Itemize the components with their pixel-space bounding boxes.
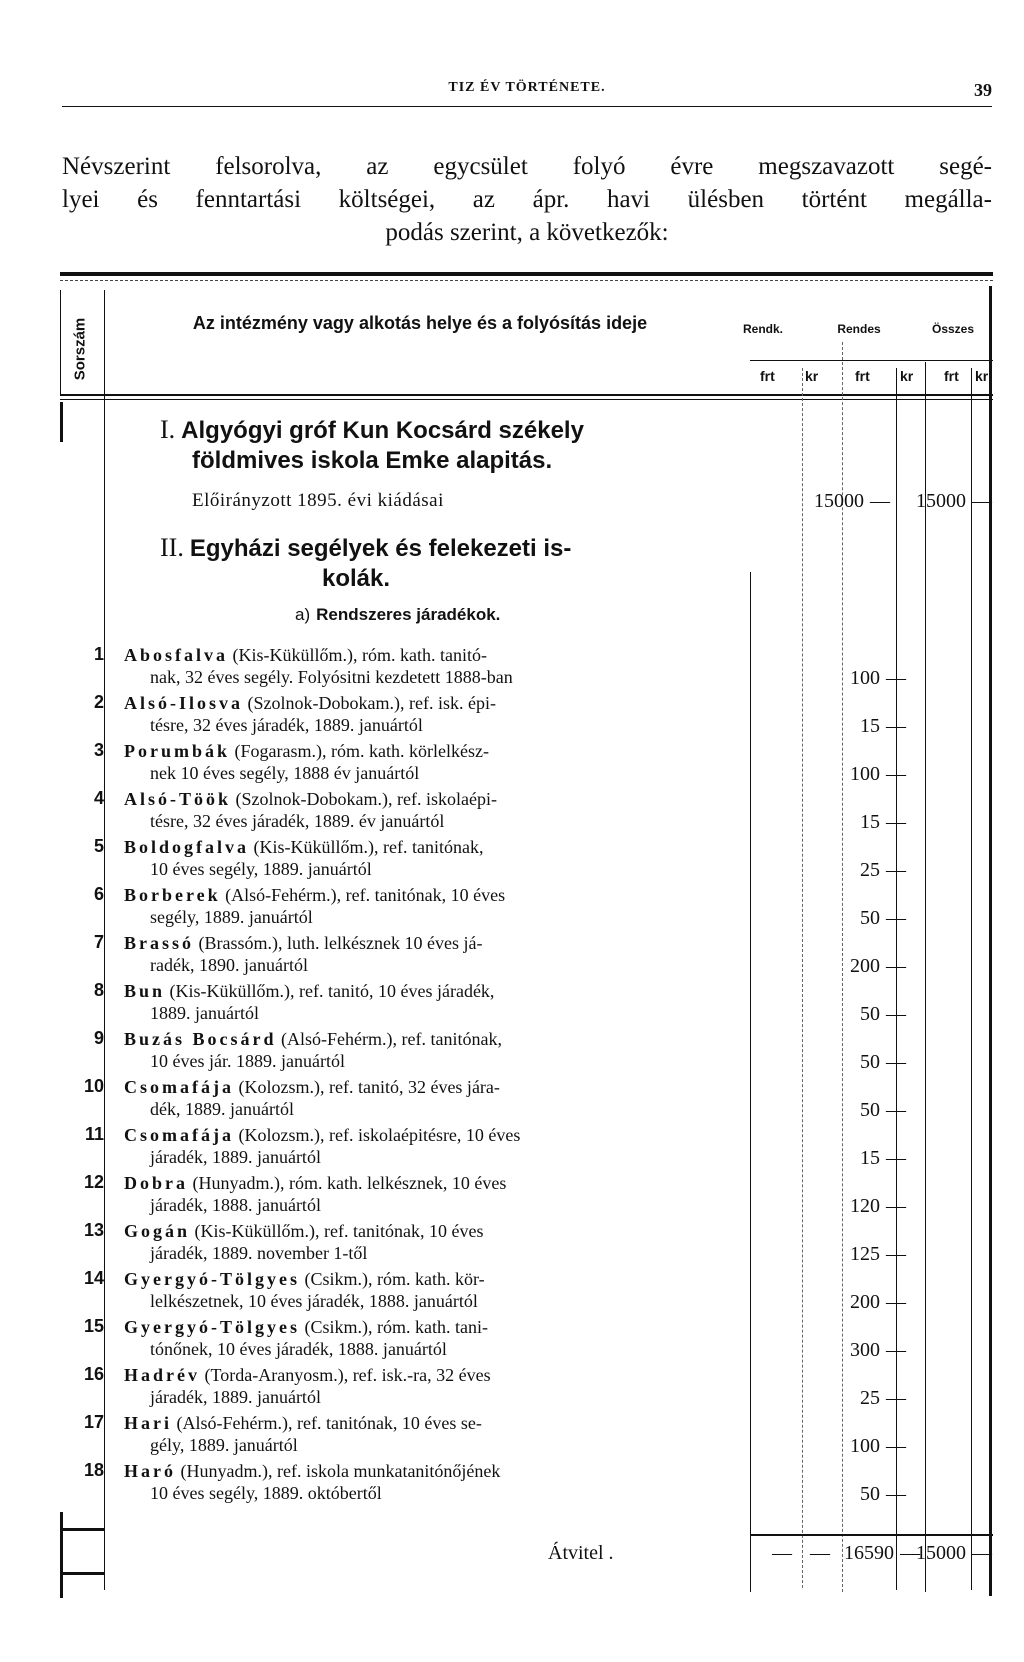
row-place: Csomafája: [124, 1125, 234, 1145]
row-line-1: [124, 1172, 744, 1194]
row-line-2: járadék, 1889. november 1-től: [150, 1243, 368, 1263]
row-number: 10: [83, 1076, 104, 1096]
row-description: [124, 884, 744, 928]
row-amount: 15: [860, 1147, 880, 1169]
row-line-1-text: (Alsó-Fehérm.), ref. tanitónak, 10 éves: [225, 885, 506, 905]
row-description: [124, 1268, 744, 1312]
row-line-1-text: (Hunyadm.), ref. iskola munkatanitónőjének: [180, 1461, 501, 1481]
row-place: Haró: [124, 1461, 176, 1481]
row-line-1-text: (Hunyadm.), róm. kath. lelkésznek, 10 éves: [192, 1173, 507, 1193]
row-kr: —: [886, 1195, 906, 1217]
row-line-1: [124, 1268, 744, 1290]
rendes-header: Rendes: [837, 322, 881, 336]
row-line-1: [124, 1460, 744, 1482]
intro-l2-word: költségei,: [338, 186, 436, 213]
row-line-1: [124, 1316, 744, 1338]
row-line-2: 10 éves jár. 1889. januártól: [150, 1051, 345, 1071]
row-line-1-text: (Csikm.), róm. kath. tani-: [304, 1317, 488, 1337]
row-place: Borberek: [124, 885, 221, 905]
row-amount: 300: [850, 1339, 880, 1361]
row-line-1: [124, 1076, 744, 1098]
intro-l2-word: és: [137, 186, 158, 213]
row-number: 2: [93, 692, 104, 712]
unit-frt-2: frt: [855, 368, 870, 384]
allowance-table: [60, 272, 993, 1597]
row-kr: —: [886, 859, 906, 881]
row-amount: 100: [850, 763, 880, 785]
row-description: [124, 1364, 744, 1408]
intro-l2-word: az: [472, 186, 495, 213]
carry-bottom-left-rule: [60, 1572, 104, 1575]
row-amount: 50: [860, 1099, 880, 1121]
row-description: [124, 788, 744, 832]
row-number: 15: [83, 1316, 104, 1336]
row-line-1: [124, 1220, 744, 1242]
row-kr: —: [886, 907, 906, 929]
row-amount: 15: [860, 811, 880, 833]
row-amount: 120: [850, 1195, 880, 1217]
row-place: Alsó-Ilosva: [124, 693, 244, 713]
carry-label: Átvitel .: [548, 1542, 614, 1564]
row-kr: —: [886, 955, 906, 977]
intro-line-1: [62, 150, 992, 183]
row-line-2: radék, 1890. januártól: [150, 955, 308, 975]
row-place: Gogán: [124, 1221, 191, 1241]
row-place: Bun: [124, 981, 166, 1001]
section-1-osszes-kr: —: [972, 490, 992, 512]
intro-l1-word: segé-: [939, 153, 992, 180]
row-place: Gyergyó-Tölgyes: [124, 1269, 300, 1289]
row-number: 6: [93, 884, 104, 904]
row-place: Abosfalva: [124, 645, 229, 665]
row-line-1: [124, 740, 744, 762]
row-amount: 200: [850, 1291, 880, 1313]
section-1-rendes-kr: —: [870, 490, 890, 512]
row-line-1: [124, 980, 744, 1002]
row-line-1-text: (Kis-Küküllőm.), ref. tanitó, 10 éves járadék,: [169, 981, 495, 1001]
intro-line-3: podás szerint, a következők:: [385, 219, 669, 246]
row-amount: 25: [860, 1387, 880, 1409]
left-margin-mark-bottom: [60, 1512, 63, 1598]
section-2-subheader: a) Rendszeres járadékok.: [295, 605, 501, 624]
row-line-1: [124, 788, 744, 810]
row-number: 1: [93, 644, 104, 664]
row-number: 3: [93, 740, 104, 760]
row-line-1: [124, 644, 744, 666]
row-number: 13: [83, 1220, 104, 1240]
unit-kr-1: kr: [805, 368, 819, 384]
row-line-1-text: (Kis-Küküllőm.), róm. kath. tanitó-: [232, 645, 487, 665]
row-amount: 50: [860, 1003, 880, 1025]
row-description: [124, 1028, 744, 1072]
row-kr: —: [886, 1147, 906, 1169]
row-amount: 25: [860, 859, 880, 881]
intro-l2-word: fenntartási: [195, 186, 302, 213]
section-1-rendes-amount: 15000: [814, 490, 864, 512]
row-line-2: járadék, 1889. januártól: [150, 1147, 321, 1167]
row-line-1-text: (Szolnok-Dobokam.), ref. isk. épi-: [247, 693, 496, 713]
row-description: [124, 932, 744, 976]
row-description: [124, 692, 744, 736]
row-number: 9: [93, 1028, 104, 1048]
intro-l1-word: folyó: [572, 153, 626, 180]
row-kr: —: [886, 763, 906, 785]
row-line-2: 1889. januártól: [150, 1003, 259, 1023]
table-row: [60, 1460, 993, 1518]
section-1-budget-label: Előirányzott 1895. évi kiádásai: [192, 490, 444, 511]
row-line-1-text: (Alsó-Fehérm.), ref. tanitónak,: [281, 1029, 502, 1049]
row-amount: 200: [850, 955, 880, 977]
section-1-title-line-2: földmives iskola Emke alapitás.: [192, 447, 553, 474]
row-number: 12: [83, 1172, 104, 1192]
row-place: Porumbák: [124, 741, 231, 761]
row-number: 16: [83, 1364, 104, 1384]
row-line-1-text: (Alsó-Fehérm.), ref. tanitónak, 10 éves se-: [176, 1413, 482, 1433]
unit-rule: [750, 360, 993, 361]
row-place: Csomafája: [124, 1077, 234, 1097]
section-2-title-line-2: kolák.: [322, 565, 391, 592]
running-title: TIZ ÉV TÖRTÉNETE.: [448, 80, 606, 95]
intro-l2-word: ápr.: [532, 186, 570, 213]
row-line-2: tésre, 32 éves járadék, 1889. januártól: [150, 715, 423, 735]
row-kr: —: [886, 1051, 906, 1073]
row-number: 11: [84, 1124, 104, 1144]
carry-rendes-amount: 16590: [844, 1542, 894, 1564]
row-line-1-text: (Szolnok-Dobokam.), ref. iskolaépi-: [235, 789, 497, 809]
row-place: Buzás Bocsárd: [124, 1029, 277, 1049]
row-line-1: [124, 692, 744, 714]
row-line-2: járadék, 1889. januártól: [150, 1387, 321, 1407]
row-line-1-text: (Kis-Küküllőm.), ref. tanitónak,: [253, 837, 484, 857]
unit-frt-3: frt: [944, 368, 959, 384]
row-kr: —: [886, 811, 906, 833]
row-kr: —: [886, 1099, 906, 1121]
row-place: Hari: [124, 1413, 172, 1433]
intro-l2-word: havi: [607, 186, 651, 213]
row-description: [124, 1412, 744, 1456]
row-line-2: 10 éves segély, 1889. januártól: [150, 859, 372, 879]
row-amount: 50: [860, 907, 880, 929]
intro-l2-word: megálla-: [904, 186, 992, 213]
intro-l1-word: Névszerint: [62, 153, 171, 180]
row-line-2: 10 éves segély, 1889. októbertől: [150, 1483, 382, 1503]
section-1-osszes-amount: 15000: [916, 490, 966, 512]
row-kr: —: [886, 667, 906, 689]
row-kr: —: [886, 1387, 906, 1409]
intro-l1-word: felsorolva,: [215, 153, 322, 180]
row-place: Gyergyó-Tölgyes: [124, 1317, 300, 1337]
running-header: [62, 80, 992, 110]
row-line-2: nak, 32 éves segély. Folyósitni kezdetett 1888-ban: [150, 667, 513, 687]
row-line-1: [124, 932, 744, 954]
row-amount: 125: [850, 1243, 880, 1265]
sorszam-header: Sorszám: [71, 317, 89, 381]
row-line-1: [124, 836, 744, 858]
intro-l2-word: történt: [801, 186, 867, 213]
intro-l1-word: évre: [670, 153, 714, 180]
row-line-2: nek 10 éves segély, 1888 év januártól: [150, 763, 420, 783]
description-header: Az intézmény vagy alkotás helye és a folyósítás ideje: [192, 313, 648, 333]
row-number: 18: [83, 1460, 104, 1480]
row-line-1-text: (Csikm.), róm. kath. kör-: [304, 1269, 485, 1289]
row-kr: —: [886, 1435, 906, 1457]
rendk-header: Rendk.: [742, 322, 783, 336]
row-description: [124, 836, 744, 880]
row-kr: —: [886, 1243, 906, 1265]
intro-l2-word: lyei: [62, 186, 100, 213]
row-place: Brassó: [124, 933, 195, 953]
row-number: 7: [93, 932, 104, 952]
header-rule: [62, 106, 992, 107]
row-description: [124, 1172, 744, 1216]
unit-frt-1: frt: [760, 368, 775, 384]
row-line-2: tésre, 32 éves járadék, 1889. év januártól: [150, 811, 445, 831]
row-line-1-text: (Kis-Küküllőm.), ref. tanitónak, 10 éves: [194, 1221, 484, 1241]
row-number: 8: [93, 980, 104, 1000]
row-amount: 100: [850, 667, 880, 689]
unit-kr-2: kr: [900, 368, 914, 384]
carry-osszes-amount: 15000: [916, 1542, 966, 1564]
row-place: Alsó-Töök: [124, 789, 232, 809]
row-amount: 50: [860, 1051, 880, 1073]
row-line-2: tónőnek, 10 éves járadék, 1888. januártól: [150, 1339, 447, 1359]
row-line-1-text: (Kolozsm.), ref. iskolaépitésre, 10 éves: [238, 1125, 521, 1145]
row-line-2: lelkészetnek, 10 éves járadék, 1888. januártól: [150, 1291, 478, 1311]
header-bottom-rule-2: [60, 399, 993, 400]
row-kr: —: [886, 715, 906, 737]
section-2-title: II. Egyházi segélyek és felekezeti is-: [160, 533, 572, 562]
carry-rendk-kr: —: [810, 1542, 830, 1564]
intro-line-2: [62, 183, 992, 216]
row-description: [124, 644, 744, 688]
row-amount: 100: [850, 1435, 880, 1457]
row-place: Boldogfalva: [124, 837, 250, 857]
row-line-2: segély, 1889. januártól: [150, 907, 313, 927]
row-description: [124, 1124, 744, 1168]
row-number: 5: [93, 836, 104, 856]
left-margin-mark: [60, 402, 63, 442]
row-line-2: dék, 1889. januártól: [150, 1099, 294, 1119]
page-number: 39: [974, 80, 992, 100]
carry-top-rule: [750, 1534, 993, 1536]
row-line-1: [124, 1412, 744, 1434]
carry-left-rule: [60, 1528, 104, 1531]
row-line-1: [124, 1124, 744, 1146]
intro-l1-word: egycsület: [433, 153, 528, 180]
row-place: Dobra: [124, 1173, 188, 1193]
row-number: 14: [83, 1268, 104, 1288]
row-kr: —: [886, 1003, 906, 1025]
row-description: [124, 740, 744, 784]
row-kr: —: [886, 1483, 906, 1505]
row-line-2: gély, 1889. januártól: [150, 1435, 298, 1455]
row-description: [124, 1220, 744, 1264]
row-description: [124, 980, 744, 1024]
row-line-1-text: (Brassóm.), luth. lelkésznek 10 éves já-: [198, 933, 483, 953]
row-place: Hadrév: [124, 1365, 200, 1385]
row-line-1-text: (Kolozsm.), ref. tanitó, 32 éves jára-: [238, 1077, 500, 1097]
row-number: 4: [93, 788, 104, 808]
intro-l1-word: megszavazott: [758, 153, 895, 180]
row-line-1-text: (Torda-Aranyosm.), ref. isk.-ra, 32 éves: [204, 1365, 491, 1385]
intro-l1-word: az: [366, 153, 389, 180]
row-kr: —: [886, 1339, 906, 1361]
row-line-1: [124, 1364, 744, 1386]
row-description: [124, 1316, 744, 1360]
table-left-border: [60, 290, 61, 396]
row-line-1: [124, 1028, 744, 1050]
intro-l2-word: ülésben: [687, 186, 765, 213]
row-amount: 15: [860, 715, 880, 737]
carry-rendes-kr: —: [900, 1542, 920, 1564]
carry-rendk: —: [772, 1542, 792, 1564]
row-description: [124, 1076, 744, 1120]
row-amount: 50: [860, 1483, 880, 1505]
row-line-1-text: (Fogarasm.), róm. kath. körlelkész-: [234, 741, 489, 761]
header-bottom-rule: [60, 394, 993, 396]
osszes-header: Összes: [931, 322, 975, 336]
table-top-rule: [60, 272, 993, 276]
section-1-title: I. Algyógyi gróf Kun Kocsárd székely: [160, 415, 584, 444]
unit-kr-3: kr: [975, 368, 989, 384]
table-top-subrule: [60, 280, 993, 281]
row-number: 17: [83, 1412, 104, 1432]
carry-osszes-kr: —: [972, 1542, 992, 1564]
row-line-1: [124, 884, 744, 906]
row-line-2: járadék, 1888. januártól: [150, 1195, 321, 1215]
row-kr: —: [886, 1291, 906, 1313]
row-description: [124, 1460, 744, 1504]
